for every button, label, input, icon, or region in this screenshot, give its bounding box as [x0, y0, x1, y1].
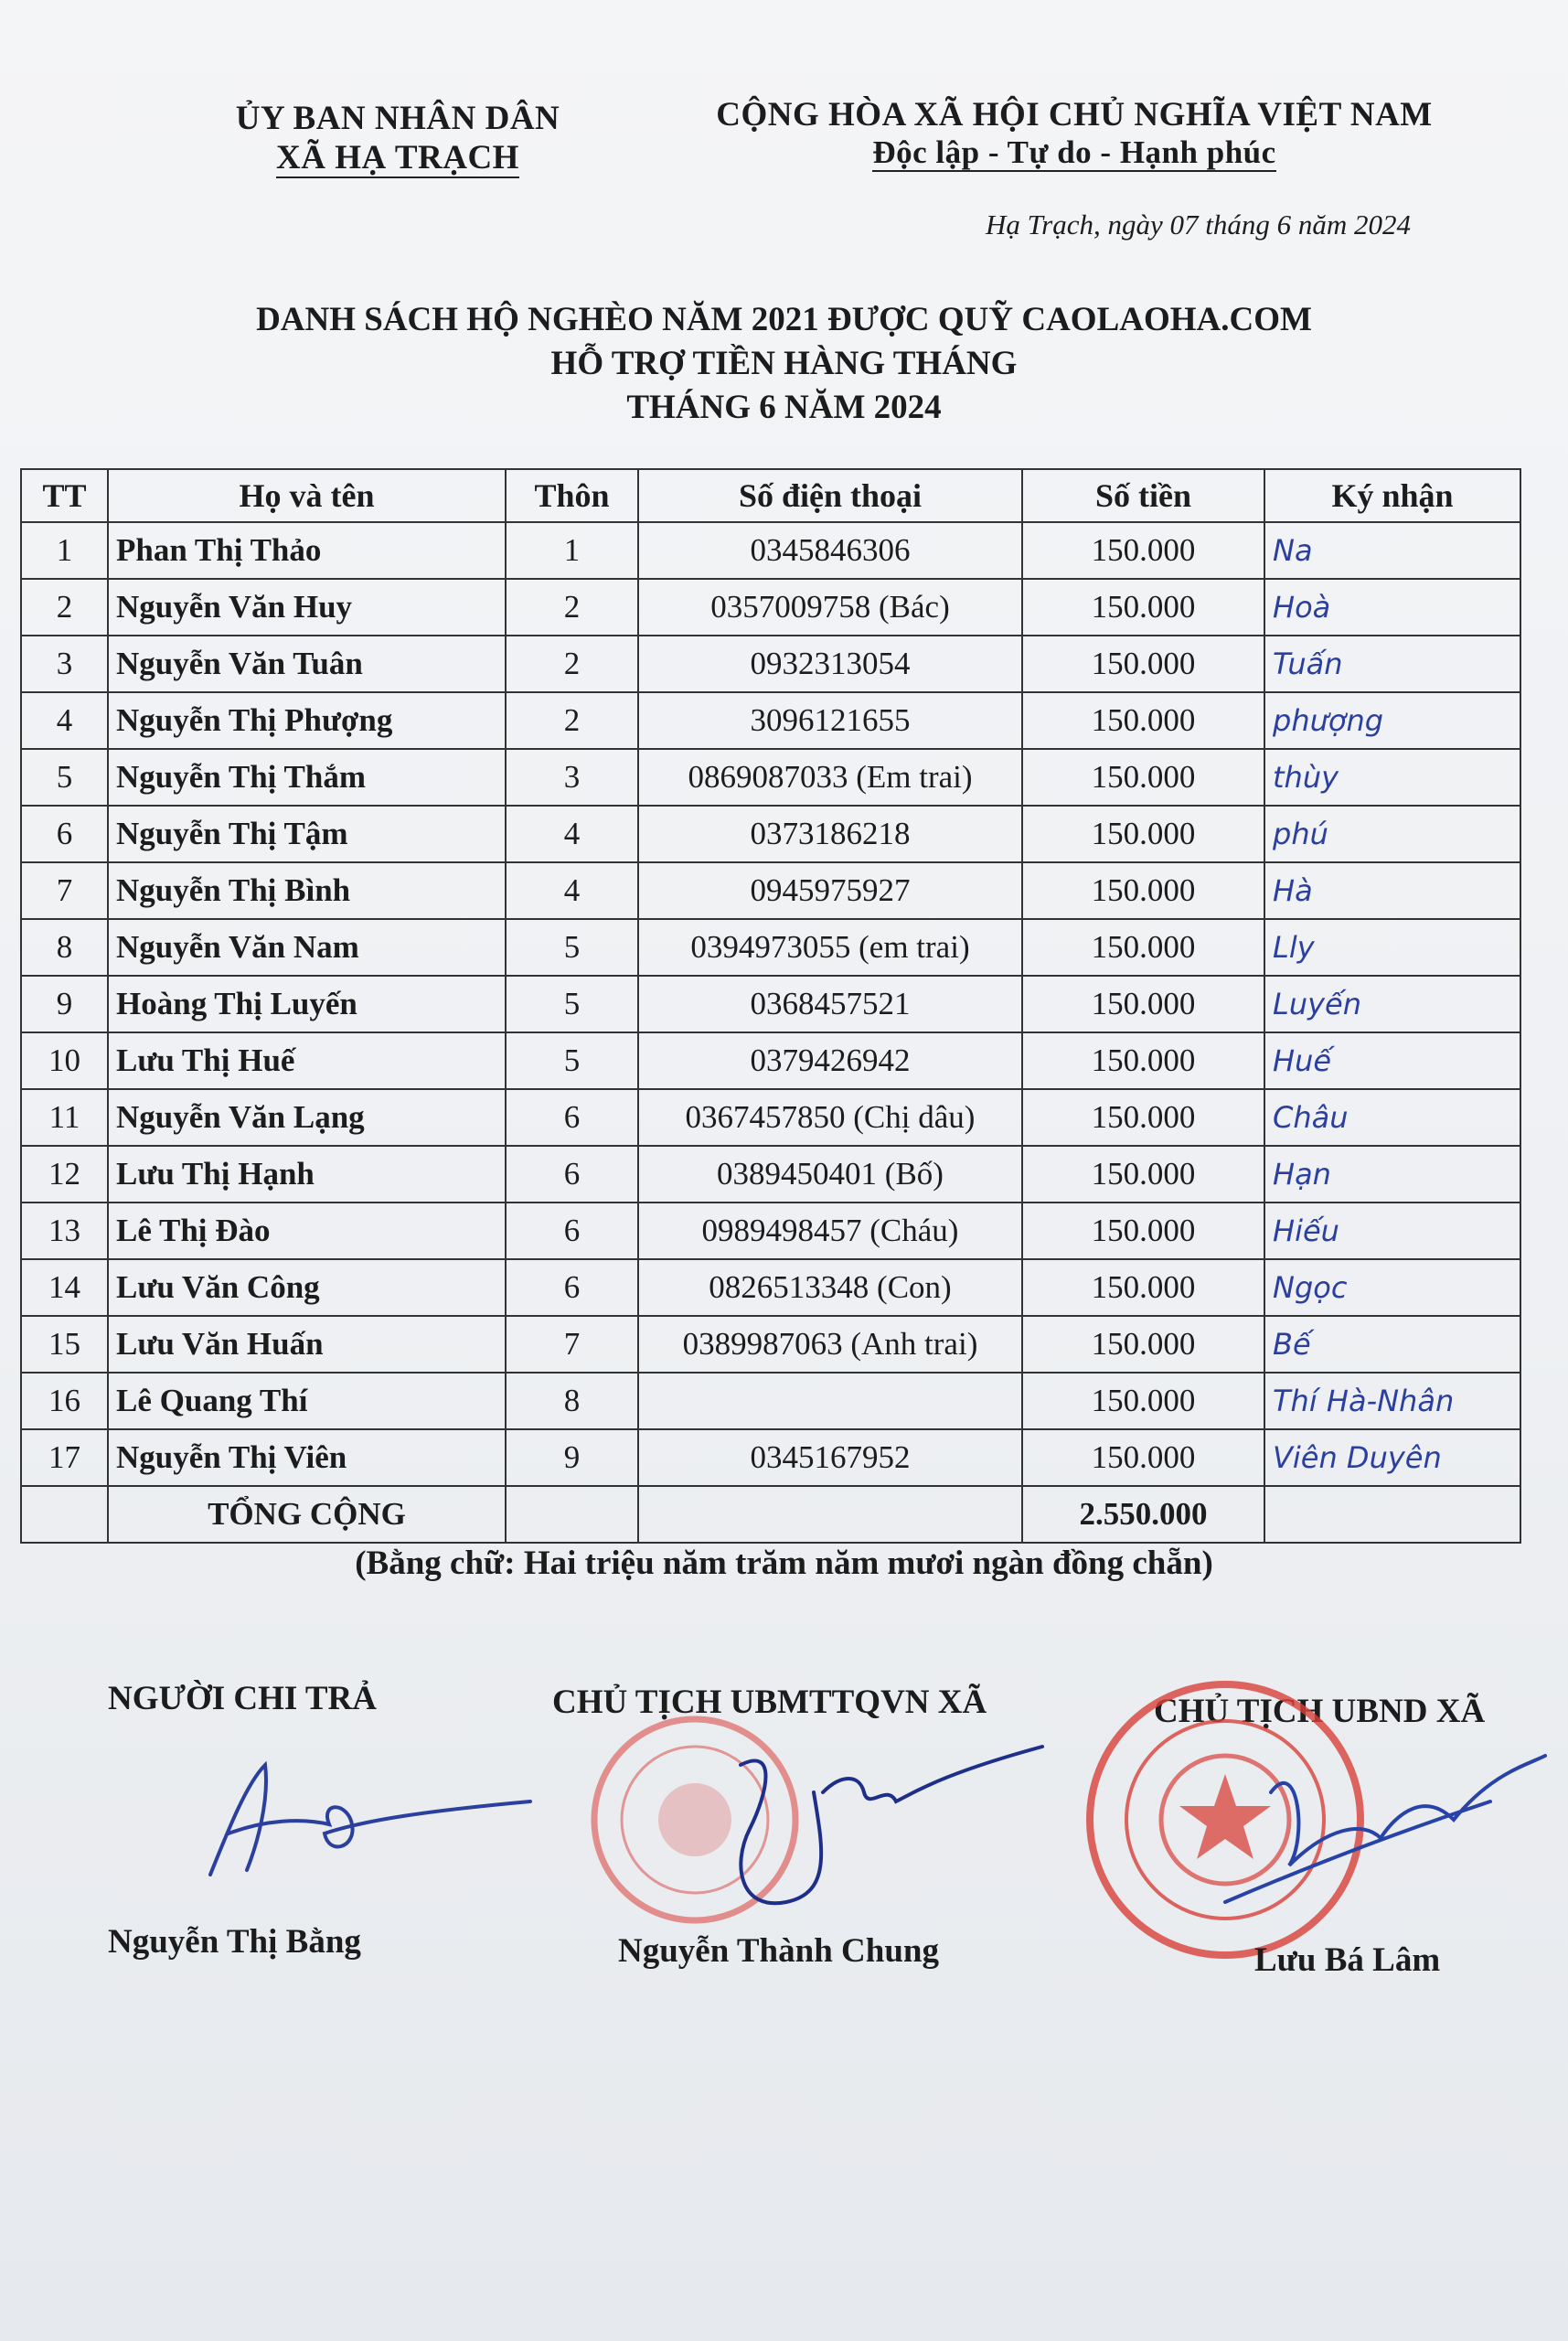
hamlet-number: 6 [506, 1259, 638, 1316]
row-number: 6 [21, 806, 108, 862]
phone-number: 0826513348 (Con) [638, 1259, 1022, 1316]
table-row [21, 749, 1520, 806]
hamlet-number: 4 [506, 862, 638, 919]
column-header: Số điện thoại [638, 469, 1022, 522]
total-empty-cell [1264, 1486, 1520, 1543]
table-row [21, 1146, 1520, 1203]
hamlet-number: 6 [506, 1146, 638, 1203]
motto-text: Độc lập - Tự do - Hạnh phúc [872, 134, 1276, 170]
row-number: 4 [21, 692, 108, 749]
household-name: Hoàng Thị Luyến [108, 976, 506, 1032]
hamlet-number: 1 [506, 522, 638, 579]
hamlet-number: 4 [506, 806, 638, 862]
signature-cell: Thí Hà-Nhân [1264, 1373, 1520, 1429]
signature-cell: Ngọc [1264, 1259, 1520, 1316]
table-row [21, 1089, 1520, 1146]
hamlet-number: 5 [506, 919, 638, 976]
amount: 150.000 [1022, 1032, 1264, 1089]
household-name: Lê Thị Đào [108, 1203, 506, 1259]
phone-number: 0379426942 [638, 1032, 1022, 1089]
row-number: 9 [21, 976, 108, 1032]
amount: 150.000 [1022, 919, 1264, 976]
document-date: Hạ Trạch, ngày 07 tháng 6 năm 2024 [986, 208, 1411, 241]
committee-chair-name: Lưu Bá Lâm [1254, 1941, 1441, 1979]
committee-chair-role: CHỦ TỊCH UBND XÃ [1154, 1693, 1486, 1730]
amount: 150.000 [1022, 1316, 1264, 1373]
agency-line-2 [192, 138, 603, 177]
hamlet-number: 8 [506, 1373, 638, 1429]
row-number: 8 [21, 919, 108, 976]
amount: 150.000 [1022, 636, 1264, 692]
hamlet-number: 6 [506, 1203, 638, 1259]
phone-number: 0367457850 (Chị dâu) [638, 1089, 1022, 1146]
household-name: Lưu Thị Huế [108, 1032, 506, 1089]
amount: 150.000 [1022, 579, 1264, 636]
amount: 150.000 [1022, 1373, 1264, 1429]
hamlet-number: 6 [506, 1089, 638, 1146]
front-chair-role: CHỦ TỊCH UBMTTQVN XÃ [552, 1684, 987, 1721]
phone-number: 0389450401 (Bố) [638, 1146, 1022, 1203]
amount: 150.000 [1022, 1089, 1264, 1146]
household-name: Nguyễn Văn Nam [108, 919, 506, 976]
table-header-row [21, 469, 1520, 522]
household-name: Nguyễn Văn Tuân [108, 636, 506, 692]
household-table [20, 468, 1521, 1544]
phone-number: 0394973055 (em trai) [638, 919, 1022, 976]
table-row [21, 919, 1520, 976]
front-chair-name: Nguyễn Thành Chung [618, 1932, 939, 1970]
amount: 150.000 [1022, 976, 1264, 1032]
total-empty-cell [21, 1486, 108, 1543]
household-name: Nguyễn Thị Thắm [108, 749, 506, 806]
row-number: 7 [21, 862, 108, 919]
row-number: 17 [21, 1429, 108, 1486]
column-header: Ký nhận [1264, 469, 1520, 522]
row-number: 12 [21, 1146, 108, 1203]
total-empty-cell [506, 1486, 638, 1543]
table-row [21, 522, 1520, 579]
column-header: Họ và tên [108, 469, 506, 522]
payer-signature [192, 1747, 539, 1884]
phone-number: 0869087033 (Em trai) [638, 749, 1022, 806]
phone-number: 0945975927 [638, 862, 1022, 919]
hamlet-number: 7 [506, 1316, 638, 1373]
table-row [21, 636, 1520, 692]
table-row [21, 976, 1520, 1032]
document-title-line-1: DANH SÁCH HỘ NGHÈO NĂM 2021 ĐƯỢC QUỸ CAOLAOHA.COM [256, 301, 1312, 338]
table-row [21, 1032, 1520, 1089]
row-number: 14 [21, 1259, 108, 1316]
row-number: 1 [21, 522, 108, 579]
household-name: Nguyễn Thị Tậm [108, 806, 506, 862]
hamlet-number: 9 [506, 1429, 638, 1486]
household-name: Nguyễn Thị Bình [108, 862, 506, 919]
household-name: Lưu Thị Hạnh [108, 1146, 506, 1203]
national-title: CỘNG HÒA XÃ HỘI CHỦ NGHĨA VIỆT NAM [716, 96, 1433, 134]
row-number: 16 [21, 1373, 108, 1429]
total-empty-cell [638, 1486, 1022, 1543]
amount: 150.000 [1022, 522, 1264, 579]
agency-name [192, 99, 603, 177]
phone-number: 0357009758 (Bác) [638, 579, 1022, 636]
table-row [21, 692, 1520, 749]
hamlet-number: 2 [506, 636, 638, 692]
column-header: TT [21, 469, 108, 522]
household-name: Lưu Văn Công [108, 1259, 506, 1316]
amount: 150.000 [1022, 1146, 1264, 1203]
household-name: Phan Thị Thảo [108, 522, 506, 579]
table-row [21, 1316, 1520, 1373]
table-row [21, 1373, 1520, 1429]
signature-cell: Hà [1264, 862, 1520, 919]
signature-cell: Hạn [1264, 1146, 1520, 1203]
signature-cell: thùy [1264, 749, 1520, 806]
amount: 150.000 [1022, 692, 1264, 749]
signature-cell: Tuấn [1264, 636, 1520, 692]
table-row [21, 806, 1520, 862]
hamlet-number: 5 [506, 976, 638, 1032]
phone-number: 0932313054 [638, 636, 1022, 692]
row-number: 2 [21, 579, 108, 636]
row-number: 11 [21, 1089, 108, 1146]
row-number: 5 [21, 749, 108, 806]
amount: 150.000 [1022, 1429, 1264, 1486]
household-name: Nguyễn Thị Phượng [108, 692, 506, 749]
hamlet-number: 5 [506, 1032, 638, 1089]
row-number: 13 [21, 1203, 108, 1259]
hamlet-number: 3 [506, 749, 638, 806]
signature-cell: Huế [1264, 1032, 1520, 1089]
signature-cell: Châu [1264, 1089, 1520, 1146]
phone-number: 0345846306 [638, 522, 1022, 579]
signature-cell: Na [1264, 522, 1520, 579]
table-row [21, 1429, 1520, 1486]
table-row [21, 862, 1520, 919]
agency-line-1: ỦY BAN NHÂN DÂN [235, 100, 560, 137]
household-name: Nguyễn Văn Huy [108, 579, 506, 636]
signature-cell: Bế [1264, 1316, 1520, 1373]
amount: 150.000 [1022, 806, 1264, 862]
phone-number: 0368457521 [638, 976, 1022, 1032]
signature-cell: Lly [1264, 919, 1520, 976]
hamlet-number: 2 [506, 692, 638, 749]
agency-line-2-text: XÃ HẠ TRẠCH [276, 139, 519, 176]
national-motto [695, 95, 1454, 171]
phone-number [638, 1373, 1022, 1429]
table-row [21, 1203, 1520, 1259]
phone-number: 3096121655 [638, 692, 1022, 749]
phone-number: 0989498457 (Cháu) [638, 1203, 1022, 1259]
amount-in-words: (Bằng chữ: Hai triệu năm trăm năm mươi ngàn đồng chẵn) [355, 1545, 1213, 1582]
motto-line [695, 134, 1454, 171]
total-amount: 2.550.000 [1022, 1486, 1264, 1543]
committee-chair-signature [1216, 1737, 1563, 1920]
row-number: 15 [21, 1316, 108, 1373]
signature-cell: Hiếu [1264, 1203, 1520, 1259]
household-name: Nguyễn Văn Lạng [108, 1089, 506, 1146]
column-header: Số tiền [1022, 469, 1264, 522]
amount: 150.000 [1022, 1259, 1264, 1316]
amount: 150.000 [1022, 862, 1264, 919]
phone-number: 0345167952 [638, 1429, 1022, 1486]
column-header: Thôn [506, 469, 638, 522]
total-row [21, 1486, 1520, 1543]
row-number: 10 [21, 1032, 108, 1089]
amount: 150.000 [1022, 749, 1264, 806]
table-row [21, 579, 1520, 636]
front-chair-signature [704, 1737, 1051, 1920]
household-name: Lưu Văn Huấn [108, 1316, 506, 1373]
signature-cell: phú [1264, 806, 1520, 862]
row-number: 3 [21, 636, 108, 692]
phone-number: 0373186218 [638, 806, 1022, 862]
signature-cell: phượng [1264, 692, 1520, 749]
document-title-line-2: HỖ TRỢ TIỀN HÀNG THÁNG [550, 345, 1018, 382]
signature-cell: Viên Duyên [1264, 1429, 1520, 1486]
household-name: Lê Quang Thí [108, 1373, 506, 1429]
signature-cell: Hoà [1264, 579, 1520, 636]
table-row [21, 1259, 1520, 1316]
phone-number: 0389987063 (Anh trai) [638, 1316, 1022, 1373]
hamlet-number: 2 [506, 579, 638, 636]
household-name: Nguyễn Thị Viên [108, 1429, 506, 1486]
signature-cell: Luyến [1264, 976, 1520, 1032]
payer-role: NGƯỜI CHI TRẢ [108, 1680, 377, 1717]
amount: 150.000 [1022, 1203, 1264, 1259]
total-label: TỔNG CỘNG [108, 1486, 506, 1543]
payer-name: Nguyễn Thị Bằng [108, 1923, 361, 1961]
document-title-line-3: THÁNG 6 NĂM 2024 [626, 389, 942, 426]
